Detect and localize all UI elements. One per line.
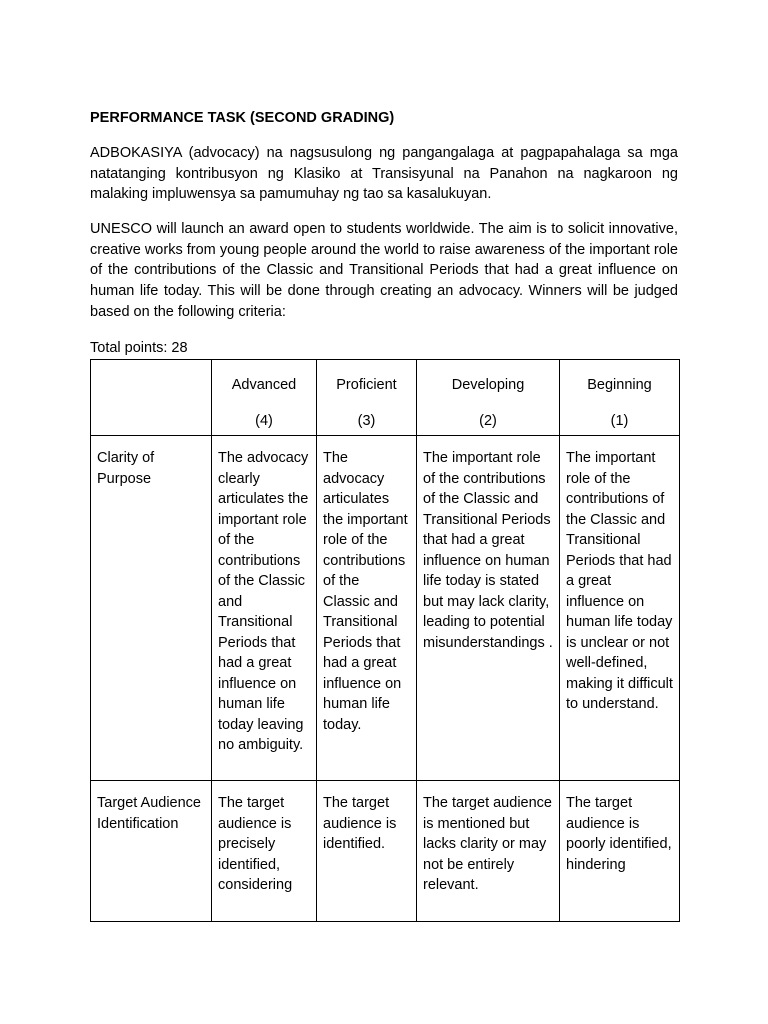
descriptor-cell-advanced: The target audience is precisely identified, considering <box>212 781 317 922</box>
level-header-developing <box>417 360 560 436</box>
descriptor-cell-beginning: The target audience is poorly identified, hindering <box>560 781 680 922</box>
level-header-beginning <box>560 360 680 436</box>
rubric-header-row <box>91 360 680 436</box>
intro-paragraph-english: UNESCO will launch an award open to students worldwide. The aim is to solicit innovative, creative works from young people around the world to raise awareness of the important role of the contributions of the Classic and Transitional Periods that had a great influence on human life today. This will be done through creating an advocacy. Winners will be judged based on the following criteria: <box>90 221 678 320</box>
descriptor-cell-beginning: The important role of the contributions of the Classic and Transitional Periods that had a great influence on human life today is unclear or not well-defined, making it difficult to understand. <box>560 436 680 781</box>
level-name: Developing <box>451 377 525 393</box>
level-header-advanced <box>212 360 317 436</box>
descriptor-cell-proficient: The target audience is identified. <box>317 781 417 922</box>
criterion-cell: Clarity of Purpose <box>91 436 212 781</box>
level-name: Advanced <box>231 377 297 393</box>
descriptor-cell-proficient: The advocacy articulates the important role of the contributions of the Classic and Transitional Periods that had a great influence on human life today. <box>317 436 417 781</box>
rubric-table <box>90 359 680 922</box>
level-points: (1) <box>610 413 629 429</box>
descriptor-cell-advanced: The advocacy clearly articulates the important role of the contributions of the Classic and Transitional Periods that had a great influence on human life today leaving no ambiguity. <box>212 436 317 781</box>
rubric-row-clarity-of-purpose <box>91 436 680 781</box>
intro-paragraph-filipino: ADBOKASIYA (advocacy) na nagsusulong ng pangangalaga at pagpapahalaga sa mga natatanging kontribusyon ng Klasiko at Transisyunal na Panahon na nagkaroon ng malaking impluwensya sa pamumuhay ng tao sa kasalukuyan. <box>90 145 678 203</box>
descriptor-cell-developing: The important role of the contributions of the Classic and Transitional Periods that had a great influence on human life today is stated but may lack clarity, leading to potential misunderstandings . <box>417 436 560 781</box>
descriptor-cell-developing: The target audience is mentioned but lacks clarity or may not be entirely relevant. <box>417 781 560 922</box>
level-points: (2) <box>479 413 497 429</box>
rubric-corner-cell <box>91 360 212 436</box>
level-name: Beginning <box>587 377 652 393</box>
level-header-proficient <box>317 360 417 436</box>
rubric-row-target-audience <box>91 781 680 922</box>
criterion-cell: Target Audience Identification <box>91 781 212 922</box>
level-points: (3) <box>357 413 376 429</box>
document-title: PERFORMANCE TASK (SECOND GRADING) <box>90 110 395 126</box>
total-points: Total points: 28 <box>90 340 188 356</box>
level-name: Proficient <box>336 377 397 393</box>
level-points: (4) <box>255 413 273 429</box>
